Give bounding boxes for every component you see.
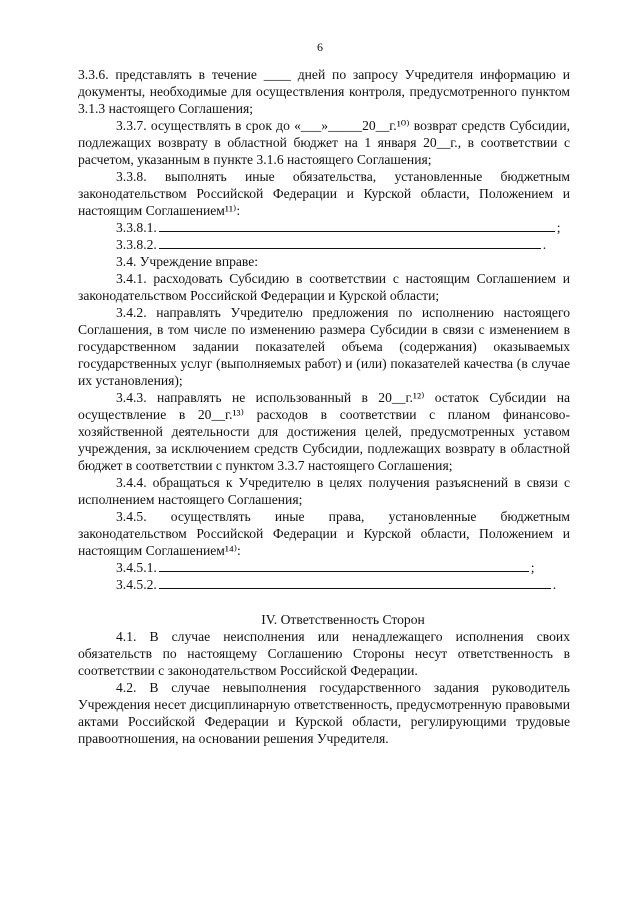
clause-3-4-1: 3.4.1. расходовать Субсидию в соответствии с настоящим Соглашением и законодательством Российской Федерации и Курской области;: [78, 271, 570, 303]
clause-4-2: 4.2. В случае невыполнения государственного задания руководитель Учреждения несет дисциплинарную ответственность, предусмотренную правовыми актами Российской Федерации и Курской области, регулирующими трудовые правоотношения, на основании решения Учредителя.: [78, 680, 570, 746]
clause-3-4-4: 3.4.4. обращаться к Учредителю в целях получения разъяснений в связи с исполнением настоящего Соглашения;: [78, 475, 570, 507]
clause-3-4-5: 3.4.5. осуществлять иные права, установленные бюджетным законодательством Российской Федерации и Курской области, Положением и настоящим Соглашением¹⁴⁾:: [78, 509, 570, 558]
clause-3-4-2: 3.4.2. направлять Учредителю предложения по исполнению настоящего Соглашения, в том числе по изменению размера Субсидии в связи с изменением в государственном задании показателей объема (содержания) оказываемых государственных услуг (выполняемых работ) и (или) показателей качества (в случае их установления);: [78, 305, 570, 388]
fill-blank: [159, 559, 529, 572]
clause-3-3-8-1-line: [116, 219, 570, 236]
clause-3-3-7: 3.3.7. осуществлять в срок до «___»_____20__г.¹⁰⁾ возврат средств Субсидии, подлежащих возврату в областной бюджет на 1 января 20__г., в соответствии с расчетом, указанным в пункте 3.1.6 настоящего Соглашения;: [78, 118, 570, 167]
fill-blank: [159, 576, 551, 589]
fill-blank: [159, 219, 555, 232]
clause-3-3-8-2-label: 3.3.8.2.: [116, 237, 157, 252]
page-number: 6: [317, 40, 323, 54]
fill-line-end: .: [542, 237, 547, 252]
clause-3-4: 3.4. Учреждение вправе:: [116, 254, 259, 269]
fill-line-end: ;: [556, 220, 561, 235]
clause-3-4-5-2-line: [116, 576, 570, 593]
fill-line-end: .: [552, 577, 557, 592]
clause-3-4-3: 3.4.3. направлять не использованный в 20__г.¹²⁾ остаток Субсидии на осуществление в 20__г.¹³⁾ расходов в соответствии с планом финансово-хозяйственной деятельности для достижения целей, предусмотренных уставом учреждения, за исключением средств Субсидии, подлежащих возврату в областной бюджет в соответствии с пунктом 3.3.7 настоящего Соглашения;: [78, 390, 570, 473]
clause-3-3-8-2-line: [116, 236, 570, 253]
section-heading: IV. Ответственность Сторон: [261, 612, 425, 627]
clause-3-3-8-1-label: 3.3.8.1.: [116, 220, 157, 235]
clause-3-4-5-1-line: [116, 559, 570, 576]
clause-3-3-8: 3.3.8. выполнять иные обязательства, установленные бюджетным законодательством Российской Федерации и Курской области, Положением и настоящим Соглашением¹¹⁾:: [78, 169, 570, 218]
clause-3-4-5-2-label: 3.4.5.2.: [116, 577, 157, 592]
fill-blank: [159, 236, 541, 249]
clause-3-3-6: 3.3.6. представлять в течение ____ дней по запросу Учредителя информацию и документы, необходимые для осуществления контроля, предусмотренного пунктом 3.1.3 настоящего Соглашения;: [78, 67, 570, 116]
clause-3-4-5-1-label: 3.4.5.1.: [116, 560, 157, 575]
fill-line-end: ;: [530, 560, 535, 575]
clause-4-1: 4.1. В случае неисполнения или ненадлежащего исполнения своих обязательств по настоящему Соглашению Стороны несут ответственность в соответствии с законодательством Российской Федерации.: [78, 629, 570, 678]
